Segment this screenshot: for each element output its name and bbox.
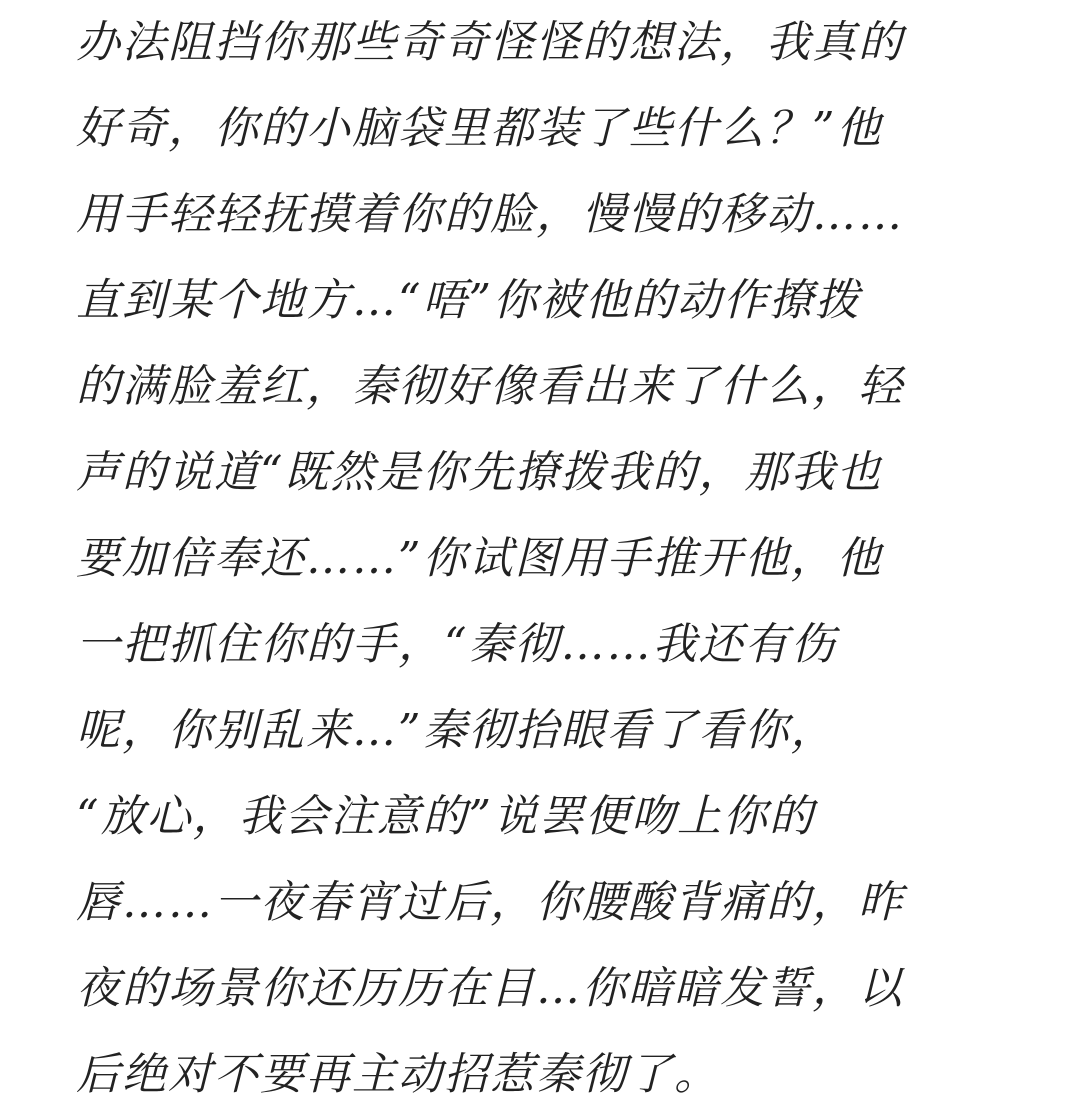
text-line: 一把抓住你的手，“秦彻……我还有伤 <box>76 619 837 670</box>
text-line: “放心，我会注意的”说罢便吻上你的 <box>76 791 815 842</box>
text-line: 办法阻挡你那些奇奇怪怪的想法，我真的 <box>76 17 904 68</box>
text-line: 后绝对不要再主动招惹秦彻了。 <box>76 1049 720 1100</box>
text-line: 好奇，你的小脑袋里都装了些什么？”他 <box>76 103 883 154</box>
text-line: 要加倍奉还……”你试图用手推开他，他 <box>76 533 883 584</box>
text-line: 唇……一夜春宵过后，你腰酸背痛的，昨 <box>76 877 904 928</box>
text-line: 声的说道“既然是你先撩拨我的，那我也 <box>76 447 883 498</box>
text-line: 的满脸羞红，秦彻好像看出来了什么，轻 <box>76 361 904 412</box>
text-line: 夜的场景你还历历在目…你暗暗发誓，以 <box>76 963 904 1014</box>
text-line: 用手轻轻抚摸着你的脸，慢慢的移动…… <box>76 189 904 240</box>
text-line: 直到某个地方…“唔”你被他的动作撩拨 <box>76 275 861 326</box>
text-line: 呢，你别乱来…”秦彻抬眼看了看你， <box>76 705 837 756</box>
